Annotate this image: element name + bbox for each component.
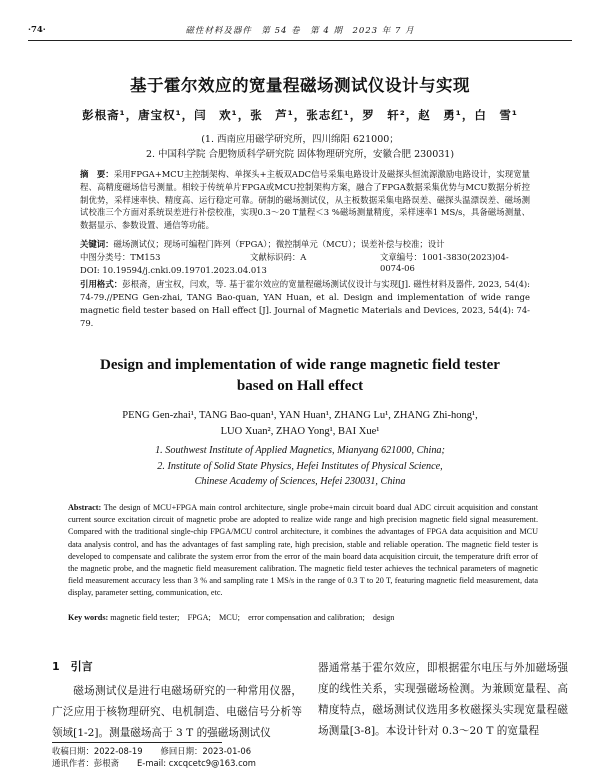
citation-label: 引用格式： bbox=[80, 279, 123, 289]
footnote-rule bbox=[52, 742, 222, 743]
chinese-title: 基于霍尔效应的宽量程磁场测试仪设计与实现 bbox=[130, 76, 470, 95]
chinese-affiliations bbox=[28, 132, 572, 162]
contact-email: E-mail: cxcqcetc9@163.com bbox=[137, 758, 256, 768]
chinese-abstract bbox=[80, 168, 530, 232]
chinese-abstract-label: 摘 要： bbox=[80, 169, 114, 179]
english-affiliation-2: 2. Institute of Solid State Physics, Hefei Institutes of Physical Science, bbox=[157, 460, 443, 472]
chinese-keywords bbox=[80, 238, 530, 250]
body-column-left bbox=[52, 656, 302, 744]
body-column-right bbox=[318, 658, 568, 742]
english-keywords bbox=[68, 612, 538, 623]
revised-date: 修回日期：2023-01-06 bbox=[160, 746, 252, 756]
corresponding-author: 通讯作者：彭根斋 bbox=[52, 758, 119, 768]
citation-format bbox=[80, 278, 530, 330]
english-title-line-2: based on Hall effect bbox=[236, 378, 364, 394]
english-authors bbox=[28, 408, 572, 440]
chinese-abstract-text: 采用FPGA+MCU主控制架构、单探头+主板双ADC信号采集电路设计及磁探头恒流源激励电路设计，实现宽量程、高精度磁场信号测量。相较于传统单片FPGA或MCU控制架构方案，融合了FPGA数据采集优势与MCU数据分析控制优势，采样速率快、精度高、运行稳定可靠。研制的磁场测试仪，从主板数据采集电路误差、磁探头温漂误差、磁场测试校准三个方面对系统误差进行补偿校准，实现0.3～20 T量程＜3 %磁场测量精度，采样速率1 MS/s，具备磁场测量、数据显示、参数设置、通信等功能。 bbox=[80, 169, 530, 231]
english-keywords-text: magnetic field tester; FPGA; MCU; error compensation and calibration; design bbox=[110, 613, 395, 622]
english-title bbox=[28, 355, 572, 397]
english-affiliations bbox=[28, 443, 572, 490]
english-abstract-text: The design of MCU+FPGA main control architecture, single probe+main circuit board dual ADC circuit acquisition and constant current source excitation circuit of magnetic probe are adopted to realize wide range and high precision magnetic field signal measurement. Compared with the traditional single-chip FPGA/MCU control architecture, it combines the advantages of FPGA data acquisition and MCU data analysis control, and has the advantages of fast sampling rate, high precision, stable and reliable operation. The magnetic field tester is developed to compensate and calibrate the system error from the error of the main board data acquisition circuit, the temperature drift error of the magnetic probe, and the magnetic field measurement calibration. The magnetic field tester achieves the technical parameters of magnetic field measurement accuracy less than 3 % and sampling rate 1 MS/s in the range of 0.3 T to 20 T, featuring magnetic field measurement, data display, parameter setting, communication, etc. bbox=[68, 503, 538, 598]
chinese-affiliation-1: (1. 西南应用磁学研究所，四川绵阳 621000； bbox=[201, 134, 399, 145]
document-code: 文献标识码：A bbox=[250, 252, 307, 262]
running-header bbox=[28, 22, 572, 38]
body-paragraph-left: 磁场测试仪是进行电磁场研究的一种常用仪器，广泛应用于核物理研究、电机制造、电磁信号分析等领域[1-2]。测量磁场高于 3 T 的强磁场测试仪 bbox=[52, 685, 302, 739]
received-date: 收稿日期：2022-08-19 bbox=[52, 746, 143, 756]
chinese-keywords-text: 磁场测试仪；现场可编程门阵列（FPGA）；微控制单元（MCU）；误差补偿与校准；设计 bbox=[113, 239, 445, 249]
english-affiliation-3: Chinese Academy of Sciences, Hefei 230031, China bbox=[194, 476, 406, 487]
doi: DOI: 10.19594/j.cnki.09.19701.2023.04.013 bbox=[80, 265, 267, 275]
chinese-keywords-label: 关键词： bbox=[80, 239, 114, 249]
chinese-affiliation-2: 2. 中国科学院 合肥物质科学研究院 固体物理研究所，安徽合肥 230031) bbox=[145, 149, 455, 160]
citation-text: 彭根斋，唐宝权，闫欢，等. 基于霍尔效应的宽量程磁场测试仪设计与实现[J]. 磁性材料及器件, 2023, 54(4): 74-79.//PENG Gen-zhai, TANG Bao-quan, YAN Huan, et al. Design and implementation of wide range magnetic field tester based on Hall effect [J]. Journal of Magnetic Materials and Devices, 2023, 54(4): 74-79. bbox=[80, 279, 531, 328]
english-affiliation-1: 1. Southwest Institute of Applied Magnetics, Mianyang 621000, China; bbox=[155, 445, 445, 456]
chinese-authors: 彭根斋¹，唐宝权¹，闫 欢¹，张 芦¹，张志红¹，罗 轩²，赵 勇¹，白 雪¹ bbox=[82, 108, 518, 122]
header-rule bbox=[28, 40, 572, 41]
article-number: 文章编号：1001-3830(2023)04-0074-06 bbox=[380, 252, 509, 273]
footnote-contact bbox=[52, 757, 538, 769]
journal-issue-line: 磁性材料及器件 第 54 卷 第 4 期 2023 年 7 月 bbox=[185, 26, 415, 36]
english-abstract-label: Abstract: bbox=[68, 503, 102, 512]
english-abstract bbox=[68, 502, 538, 600]
english-title-line-1: Design and implementation of wide range magnetic field tester bbox=[100, 357, 500, 373]
english-keywords-label: Key words: bbox=[68, 613, 109, 622]
english-authors-line-2: LUO Xuan², ZHAO Yong¹, BAI Xue¹ bbox=[220, 426, 380, 437]
footnote-dates bbox=[52, 745, 538, 757]
clc-number: 中图分类号：TM153 bbox=[80, 252, 161, 262]
english-authors-line-1: PENG Gen-zhai¹, TANG Bao-quan¹, YAN Huan¹, ZHANG Lu¹, ZHANG Zhi-hong¹, bbox=[122, 410, 478, 421]
page-number: ·74· bbox=[28, 25, 46, 35]
body-paragraph-right: 器通常基于霍尔效应，即根据霍尔电压与外加磁场强度的线性关系，实现强磁场检测。为兼顾宽量程、高精度特点，磁场测试仪选用多枚磁探头实现宽量程磁场测量[3-8]。本设计针对 0.3～20 T 的宽量程 bbox=[318, 662, 568, 737]
section-heading: 1 引言 bbox=[52, 660, 93, 673]
